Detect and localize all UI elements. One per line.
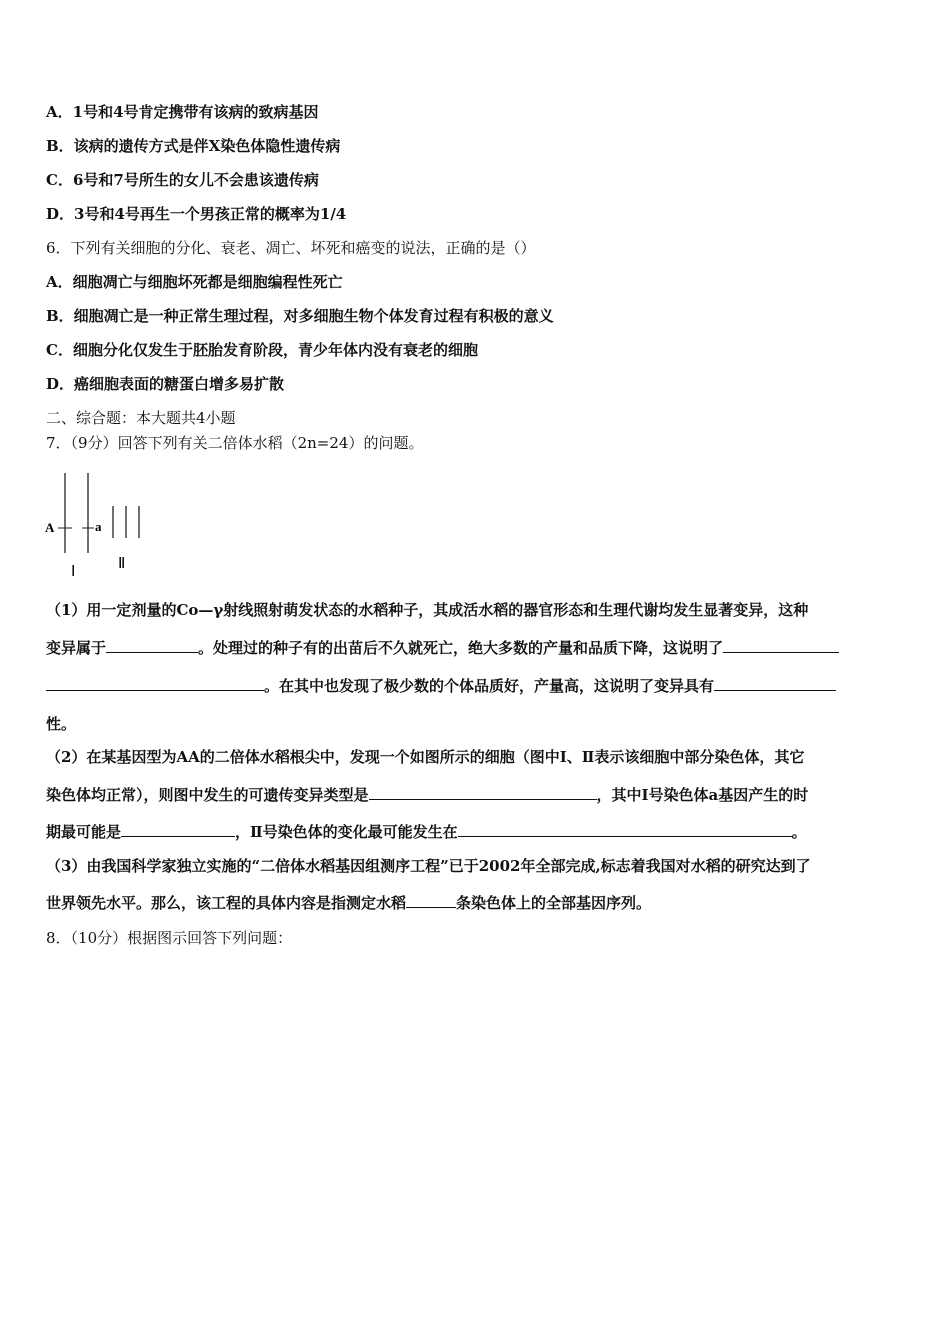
- q7-part2-text-d: ，Ⅱ号染色体的变化最可能发生在: [235, 823, 458, 841]
- q5-option-c: C．6号和7号所生的女儿不会患该遗传病: [46, 171, 319, 189]
- q6-option-a: A．细胞凋亡与细胞坏死都是细胞编程性死亡: [46, 273, 343, 291]
- answer-blank-heritable-variation[interactable]: [369, 785, 597, 800]
- chromosome-figure: [40, 468, 160, 583]
- q7-part3-line1: （3）由我国科学家独立实施的“二倍体水稻基因组测序工程”已于2002年全部完成,标志着我国对水稻的研究达到了: [46, 857, 811, 875]
- answer-blank-mutation-period[interactable]: [121, 822, 235, 837]
- q8-stem: 8．（10分）根据图示回答下列问题：: [46, 929, 293, 947]
- q7-part2-text-e: 。: [791, 823, 807, 841]
- q7-part1-line1: （1）用一定剂量的Co—γ射线照射萌发状态的水稻种子，其成活水稻的器官形态和生理代谢均发生显著变异，这种: [46, 601, 809, 619]
- q5-option-a: A．1号和4号肯定携带有该病的致病基因: [46, 103, 319, 121]
- q7-part2-text-b: ，其中Ⅰ号染色体a基因产生的时: [596, 786, 809, 804]
- answer-blank-explanation-1[interactable]: [723, 638, 839, 653]
- q7-part2-line1: （2）在某基因型为AA的二倍体水稻根尖中，发现一个如图所示的细胞（图中Ⅰ、Ⅱ表示该细胞中部分染色体，其它: [46, 748, 805, 766]
- q5-option-d: D．3号和4号再生一个男孩正常的概率为1/4: [46, 205, 347, 223]
- q7-part2-line3: [46, 822, 807, 842]
- answer-blank-chromosome-change-period[interactable]: [458, 822, 792, 837]
- q7-part2-line2: [46, 785, 808, 805]
- q7-part3-line2: [46, 893, 651, 913]
- q7-part3-text-b: 条染色体上的全部基因序列。: [456, 894, 652, 912]
- chromosome-II-label: Ⅱ: [118, 556, 126, 572]
- q7-part3-text-a: 世界领先水平。那么，该工程的具体内容是指测定水稻: [46, 894, 407, 912]
- q6-option-d: D．癌细胞表面的糖蛋白增多易扩散: [46, 375, 285, 393]
- q7-part1-text-a: 变异属于: [46, 639, 107, 657]
- q6-option-b: B．细胞凋亡是一种正常生理过程，对多细胞生物个体发育过程有积极的意义: [46, 307, 554, 325]
- q7-part1-text-c: 。在其中也发现了极少数的个体品质好，产量高，这说明了变异具有: [264, 677, 715, 695]
- q6-option-c: C．细胞分化仅发生于胚胎发育阶段，青少年体内没有衰老的细胞: [46, 341, 478, 359]
- q7-part2-text-a: 染色体均正常），则图中发生的可遗传变异类型是: [46, 786, 369, 804]
- answer-blank-variation-property[interactable]: [714, 676, 836, 691]
- q7-stem: 7．（9分）回答下列有关二倍体水稻（2n=24）的问题。: [46, 434, 424, 452]
- q7-part1-line4: 性。: [46, 715, 77, 733]
- section-heading: 二、综合题：本大题共4小题: [46, 409, 236, 427]
- chromosome-I-label: Ⅰ: [71, 564, 76, 580]
- answer-blank-explanation-2[interactable]: [46, 676, 264, 691]
- q7-part1-line3: [46, 676, 836, 696]
- gene-a-label: a: [95, 519, 102, 534]
- gene-A-label: A: [45, 520, 55, 535]
- answer-blank-variation-type[interactable]: [106, 638, 198, 653]
- answer-blank-chromosome-count[interactable]: [406, 893, 456, 908]
- q5-option-b: B．该病的遗传方式是伴X染色体隐性遗传病: [46, 137, 341, 155]
- q6-stem: 6．下列有关细胞的分化、衰老、凋亡、坏死和癌变的说法，正确的是（）: [46, 239, 536, 257]
- q7-part1-line2: [46, 638, 839, 658]
- q7-part2-text-c: 期最可能是: [46, 823, 122, 841]
- q7-part1-text-b: 。处理过的种子有的出苗后不久就死亡，绝大多数的产量和品质下降，这说明了: [198, 639, 724, 657]
